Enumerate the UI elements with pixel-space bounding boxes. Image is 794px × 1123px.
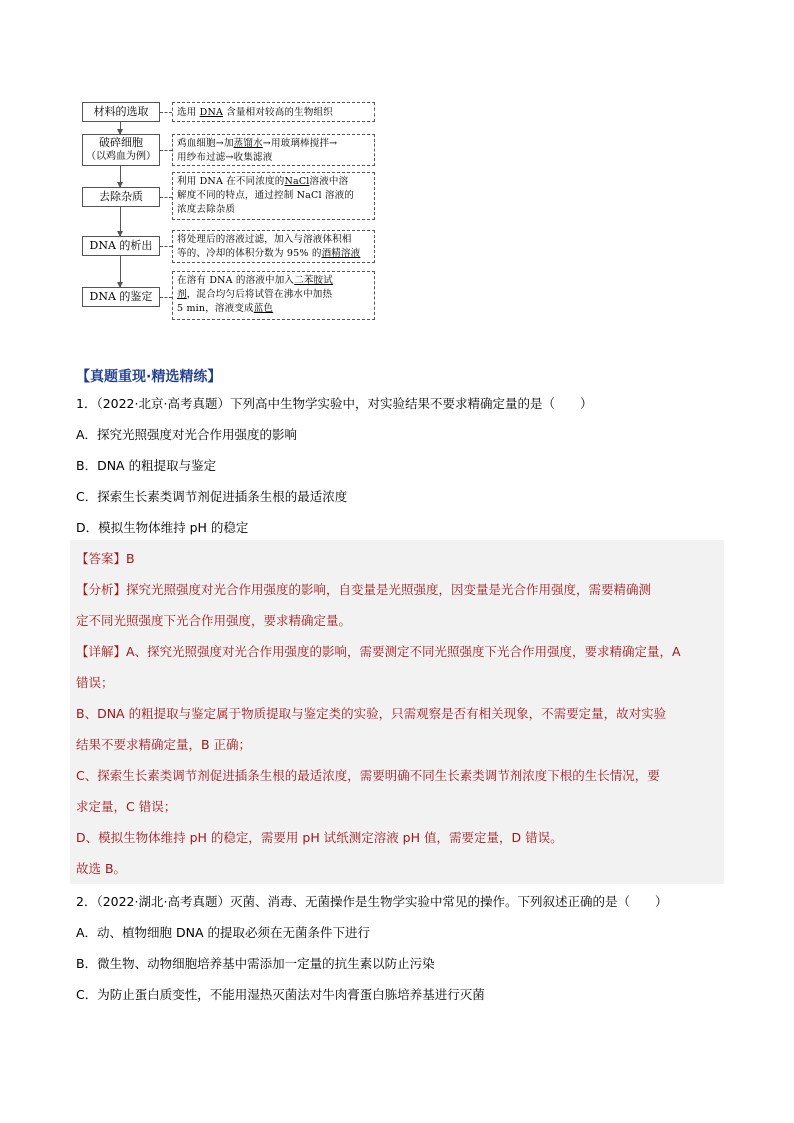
desc-text: 等的、冷却的体积分数为 95% 的	[177, 248, 322, 259]
question-1-detail-line-3: B、DNA 的粗提取与鉴定属于物质提取与鉴定类的实验，只需观察是否有相关现象，不需要定量，故对实验	[76, 706, 667, 721]
question-1-option-a: A．探究光照强度对光合作用强度的影响	[76, 427, 298, 442]
flow-connector-3	[160, 197, 172, 198]
flow-connector-4	[160, 246, 172, 247]
desc-underlined: DNA	[199, 107, 224, 118]
flow-desc-dna-identification	[172, 271, 375, 320]
flow-connector-1	[160, 112, 172, 113]
flow-arrow-3	[120, 207, 121, 236]
desc-text: 利用 DNA 在不同浓度的	[177, 176, 285, 187]
flow-step-dna-identification: DNA 的鉴定	[82, 287, 160, 307]
flow-connector-5	[160, 297, 172, 298]
desc-underlined: 二苯胺试	[294, 275, 333, 286]
desc-underlined: 酒精溶液	[321, 248, 361, 259]
desc-text: 鸡血细胞→加	[177, 138, 234, 149]
flow-step-material: 材料的选取	[82, 102, 160, 122]
question-1-option-d: D．模拟生物体维持 pH 的稳定	[76, 520, 249, 535]
question-1-answer: 【答案】B	[76, 551, 135, 566]
question-1-analysis-line-2: 定不同光照强度下光合作用强度，要求精确定量。	[76, 613, 352, 628]
flow-step-break-cells-line2: （以鸡血为例）	[86, 151, 156, 162]
flow-desc-material	[172, 102, 375, 122]
question-1-detail-line-1: 【详解】A、探究光照强度对光合作用强度的影响，需要测定不同光照强度下光合作用强度，要求精确定量，A	[76, 644, 681, 659]
flow-step-break-cells	[82, 134, 160, 166]
question-1-option-b: B．DNA 的粗提取与鉴定	[76, 458, 217, 473]
section-title: 【真题重现·精选精练】	[76, 369, 222, 385]
desc-text: 浓度去除杂质	[177, 204, 236, 215]
flow-arrow-2	[120, 166, 121, 187]
flow-desc-remove-impurities	[172, 172, 375, 220]
desc-text: ，混合均匀后将试管在沸水中加热	[186, 289, 333, 300]
desc-underlined: 蒸馏水	[233, 138, 263, 149]
question-1-conclusion: 故选 B。	[76, 861, 127, 876]
desc-text: 用纱布过滤→收集滤液	[177, 152, 273, 163]
question-2-option-b: B．微生物、动物细胞培养基中需添加一定量的抗生素以防止污染	[76, 956, 435, 971]
flow-desc-dna-precipitation	[172, 230, 375, 263]
flow-step-dna-precipitation: DNA 的析出	[82, 236, 160, 256]
question-2-option-c: C．为防止蛋白质变性，不能用湿热灭菌法对牛肉膏蛋白胨培养基进行灭菌	[76, 987, 485, 1002]
flow-connector-2	[160, 150, 172, 151]
flow-arrow-1	[120, 122, 121, 134]
desc-text: 含量相对较高的生物组织	[223, 107, 333, 118]
flow-arrow-4	[120, 256, 121, 287]
question-1-detail-line-5: C、探索生长素类调节剂促进插条生根的最适浓度，需要明确不同生长素类调节剂浓度下根的生长情况，要	[76, 768, 660, 783]
question-2-stem: 2．（2022·湖北·高考真题）灭菌、消毒、无菌操作是生物学实验中常见的操作。下列叙述正确的是（ ）	[76, 894, 668, 909]
question-1-detail-line-2: 错误；	[76, 675, 114, 690]
dna-extraction-flow-diagram	[0, 0, 794, 330]
question-1-option-c: C．探索生长素类调节剂促进插条生根的最适浓度	[76, 489, 348, 504]
desc-text: 溶液中溶	[309, 176, 349, 187]
desc-text: 解度不同的特点，通过控制 NaCl 溶液的	[177, 190, 355, 201]
flow-step-break-cells-line1: 破碎细胞	[99, 136, 143, 149]
desc-text: →用玻璃棒搅拌→	[262, 138, 338, 149]
desc-text: 在溶有 DNA 的溶液中加入	[177, 275, 295, 286]
desc-underlined: 剂	[177, 289, 187, 300]
question-1-stem: 1．（2022·北京·高考真题）下列高中生物学实验中，对实验结果不要求精确定量的是（ ）	[76, 396, 593, 411]
flow-desc-break-cells	[172, 134, 375, 166]
desc-underlined: 蓝色	[253, 303, 274, 314]
question-1-detail-line-7: D、模拟生物体维持 pH 的稳定，需要用 pH 试纸测定溶液 pH 值，需要定量，D 错误。	[76, 830, 563, 845]
question-1-analysis-line-1: 【分析】探究光照强度对光合作用强度的影响，自变量是光照强度，因变量是光合作用强度，需要精确测	[76, 582, 652, 597]
desc-text: 将处理后的溶液过滤，加入与溶液体积相	[177, 234, 352, 245]
question-1-detail-line-6: 求定量，C 错误；	[76, 799, 177, 814]
flow-step-remove-impurities: 去除杂质	[82, 187, 160, 207]
desc-text: 选用	[177, 107, 200, 118]
question-2-option-a: A．动、植物细胞 DNA 的提取必须在无菌条件下进行	[76, 925, 371, 940]
question-1-detail-line-4: 结果不要求精确定量，B 正确；	[76, 737, 252, 752]
desc-text: 5 min，溶液变成	[177, 303, 254, 314]
desc-underlined: NaCl	[284, 176, 310, 187]
